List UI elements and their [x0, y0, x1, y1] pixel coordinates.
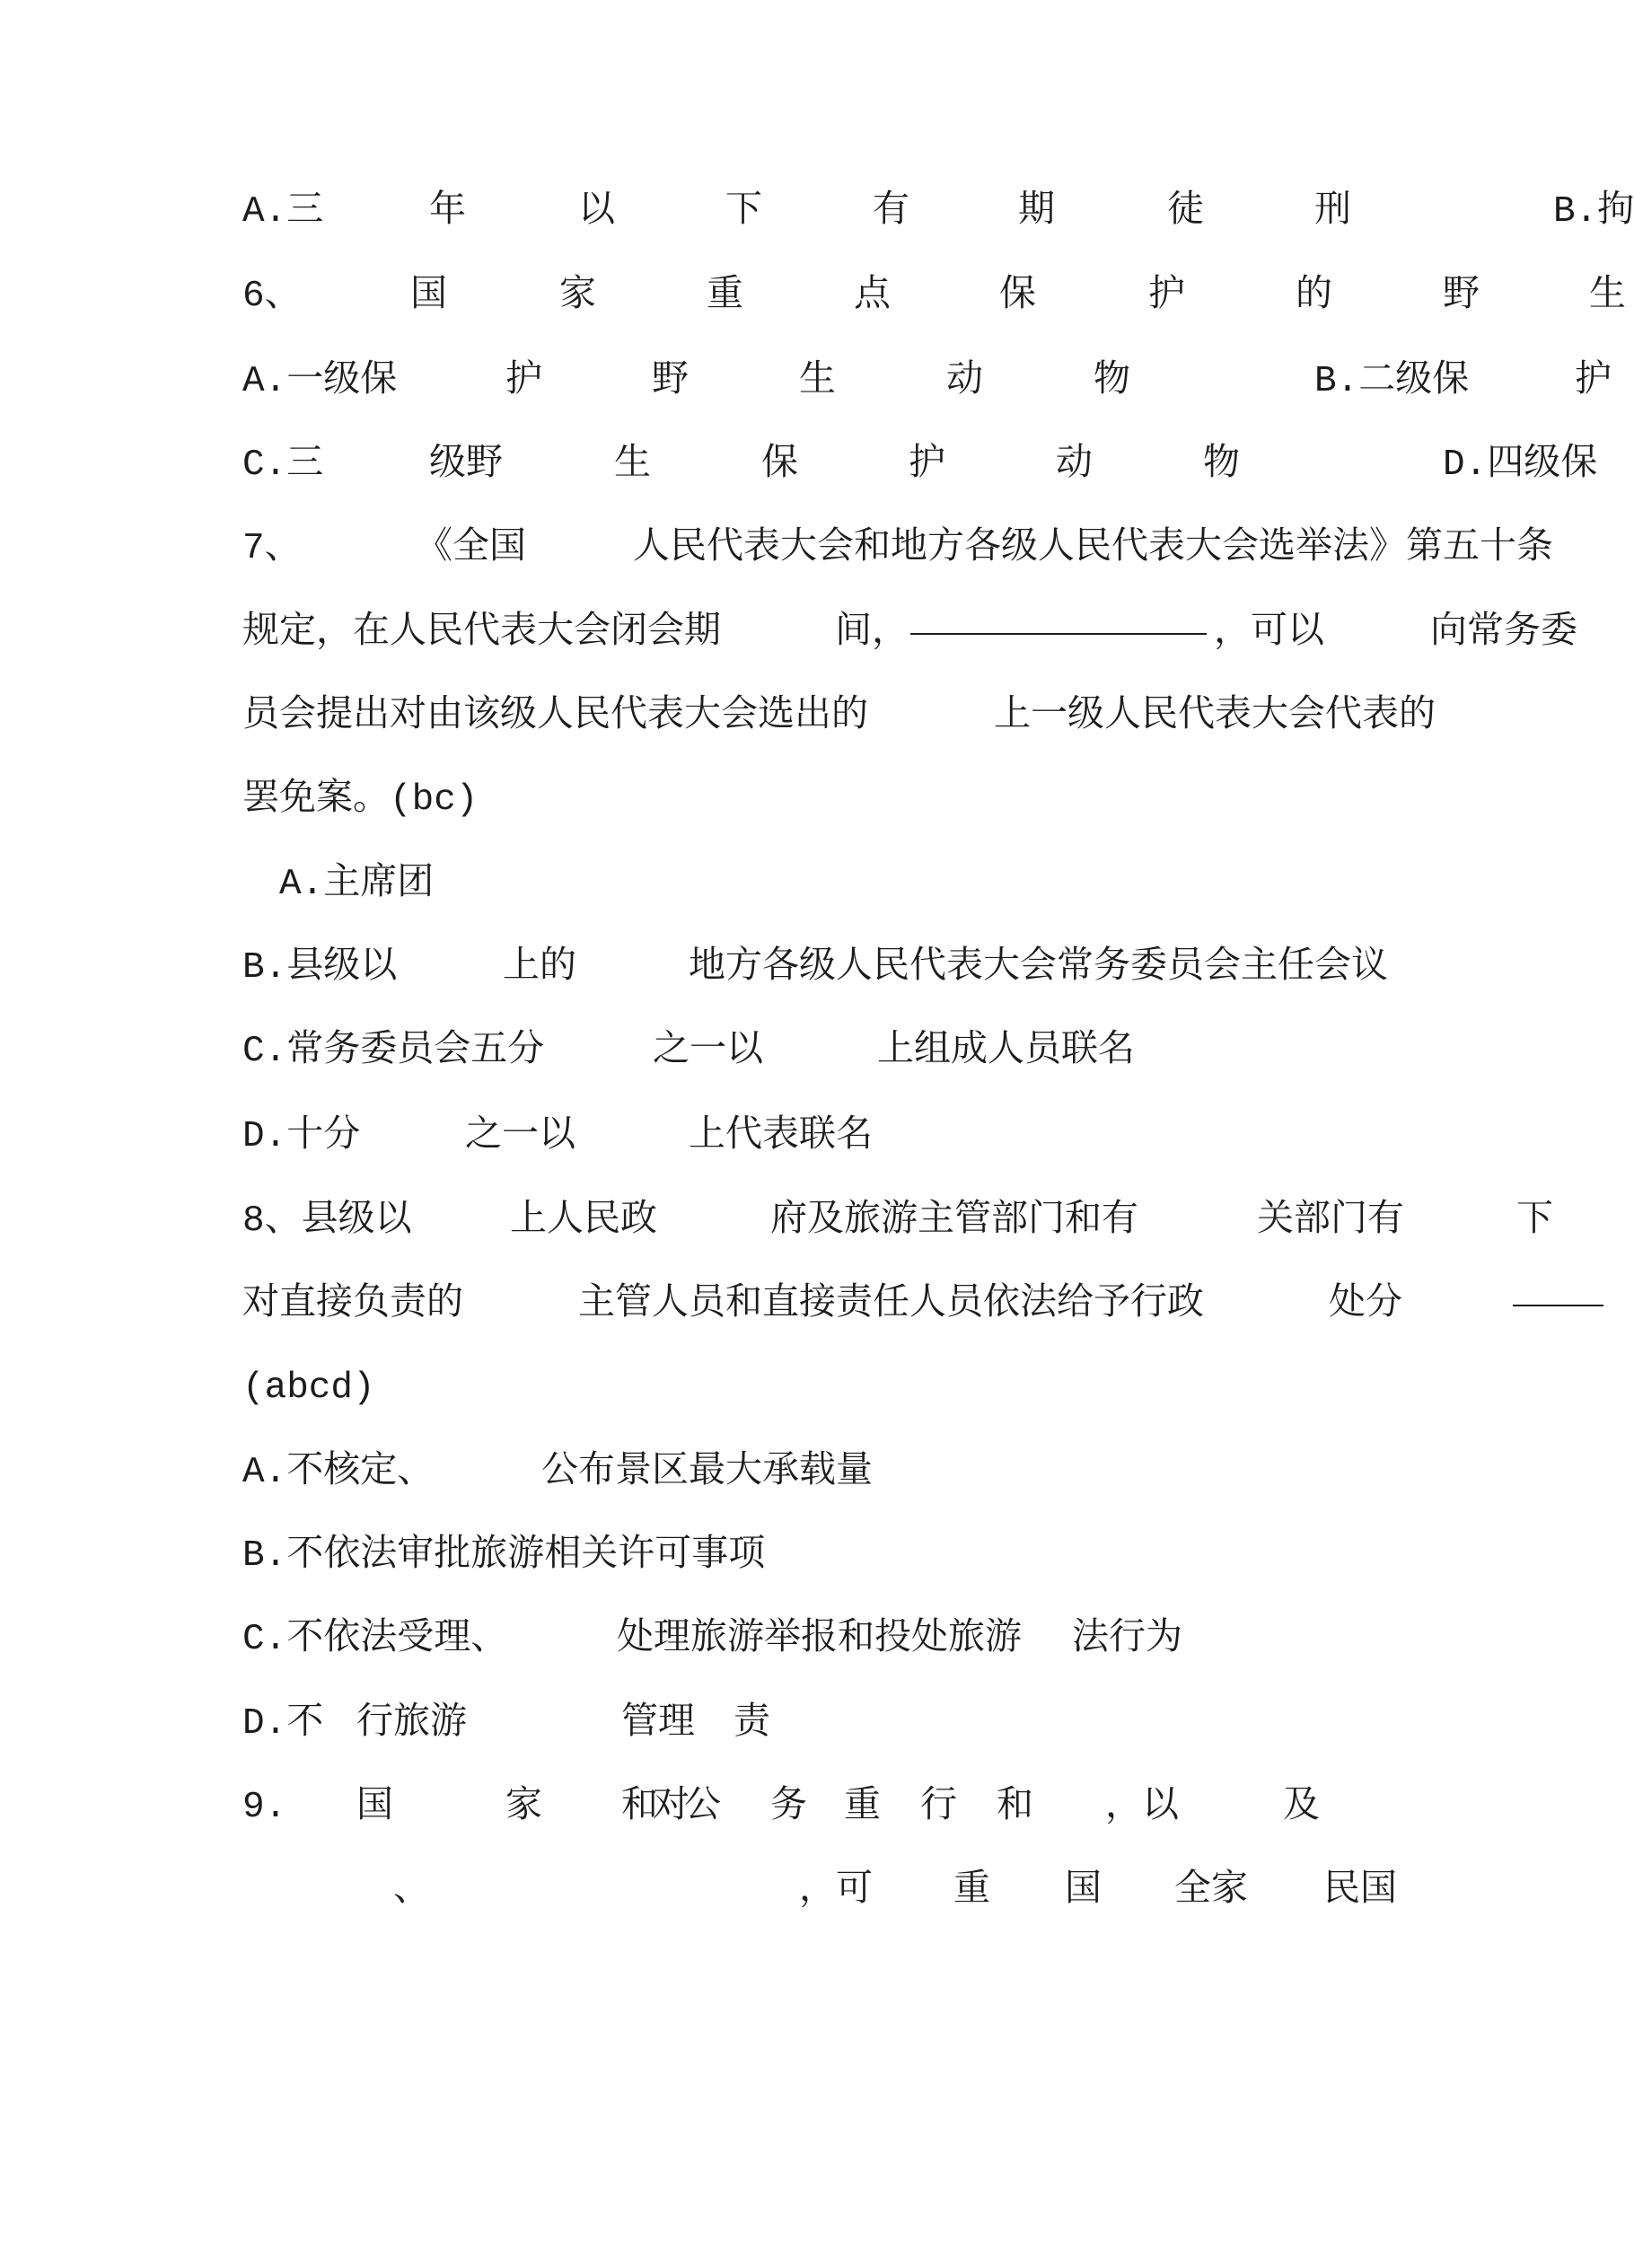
question-number: 9. [242, 1787, 287, 1828]
text-segment: 有 [873, 191, 909, 233]
text-segment: D.四级保 [1443, 444, 1598, 486]
text-segment: 处理旅游举报和投处旅游 [617, 1619, 1022, 1660]
q6-options-c-d [0, 442, 1603, 488]
text-segment: 生 [799, 361, 836, 402]
text-segment: A.不核定、 [242, 1452, 435, 1493]
text-segment: A.一级保 [242, 361, 398, 402]
text-segment: 地方各级人民代表大会常务委员会主任会议 [689, 947, 1388, 989]
text-segment: 下 [725, 191, 762, 233]
text-segment: 8、县级以 [242, 1200, 412, 1242]
text-segment: C.常务委员会五分 [242, 1031, 545, 1072]
q9-stem-line-1 [0, 1784, 1603, 1831]
question-number: 7、 [242, 528, 302, 569]
q5-options-a-b [0, 189, 1634, 235]
text-segment: C.不依法受理、 [242, 1619, 508, 1660]
text-segment: 护 [909, 444, 945, 486]
text-segment: 处分 [1329, 1284, 1402, 1325]
text-segment: 国 [1065, 1870, 1102, 1912]
text-segment: 向常务委 [1430, 612, 1577, 654]
q8-stem-line-1 [0, 1198, 1603, 1244]
text-segment: 野 [652, 361, 689, 402]
text-segment: 员会提出对由该级人民代表大会选出的 [242, 696, 868, 737]
text-segment: 行 [920, 1787, 957, 1828]
q7-option-b [0, 945, 1603, 991]
text-segment: B.不依法审批旅游相关许可事项 [242, 1535, 766, 1577]
text-segment: 年 [429, 191, 466, 233]
answer-blank-line [910, 633, 1207, 635]
q8-option-d [0, 1701, 1603, 1747]
text-segment: 主管人员和直接责任人员依法给予行政 [578, 1284, 1204, 1325]
q6-options-a-b [0, 358, 1612, 405]
text-segment: 及 [1283, 1787, 1320, 1828]
text-segment: 生 [614, 444, 651, 486]
text-segment: 生 [1589, 276, 1626, 317]
q9-stem-line-2 [0, 1868, 1603, 1914]
q7-option-c [0, 1028, 1603, 1075]
text-segment: 务 [770, 1787, 807, 1828]
text-segment: 上组成人员联名 [877, 1031, 1135, 1072]
text-segment: 家 [559, 276, 596, 317]
answer-key: (abcd) [242, 1367, 375, 1409]
text-segment: 期 [1018, 191, 1055, 233]
text-segment: 重 [953, 1870, 990, 1912]
text-segment: B.拘 [1553, 191, 1634, 233]
text-segment: 全家 [1174, 1870, 1248, 1912]
text-segment: ，可以 [1214, 612, 1324, 654]
text-segment: 家 [505, 1787, 542, 1828]
q7-stem-line-3 [0, 693, 1603, 740]
text-segment: 规定，在人民代表大会闭会期 [242, 612, 721, 654]
q7-option-a [0, 861, 1603, 908]
text-segment: 保 [999, 276, 1036, 317]
text-segment: 野 [1443, 276, 1480, 317]
text-segment: ，以 [1105, 1787, 1179, 1828]
text-segment: A.主席团 [279, 864, 435, 905]
text-segment: 以 [578, 191, 615, 233]
text-segment: 动 [1056, 444, 1093, 486]
text-segment: 府及旅游主管部门和有 [770, 1200, 1138, 1242]
text-segment: 保 [761, 444, 798, 486]
q7-stem-line-2 [0, 610, 1603, 656]
text-segment: 间， [835, 612, 909, 654]
text-segment: 国 [356, 1787, 393, 1828]
text-segment: 上代表联名 [689, 1116, 873, 1157]
question-number: 6、 [242, 276, 302, 317]
text-segment: 物 [1094, 361, 1130, 402]
text-segment: 重 [844, 1787, 881, 1828]
text-segment: 护 [1575, 361, 1612, 402]
text-segment: 和对公 [621, 1787, 716, 1828]
text-segment: 法行为 [1072, 1619, 1182, 1660]
text-segment: 的 [1296, 276, 1332, 317]
q6-stem [0, 273, 1626, 320]
text-segment: 罢免案。(bc) [242, 779, 479, 821]
text-segment: 物 [1203, 444, 1240, 486]
text-segment: 护 [1148, 276, 1185, 317]
text-segment: A.三 [242, 191, 324, 233]
text-segment: 刑 [1314, 191, 1351, 233]
text-segment: 上人民政 [510, 1200, 657, 1242]
text-segment: 下 [1516, 1200, 1553, 1242]
text-segment: B.县级以 [242, 947, 398, 989]
text-segment: D.不 [242, 1703, 324, 1745]
text-segment: B.二级保 [1314, 361, 1470, 402]
text-segment: 徒 [1167, 191, 1204, 233]
text-segment: 和 [997, 1787, 1033, 1828]
text-segment: 护 [505, 361, 542, 402]
text-segment: 国 [410, 276, 447, 317]
q8-stem-line-2 [0, 1281, 1603, 1328]
text-segment: C.三 [242, 444, 324, 486]
text-segment: 对直接负责的 [242, 1284, 463, 1325]
text-segment: 人民代表大会和地方各级人民代表大会选举法》第五十条 [633, 528, 1553, 569]
text-segment: 动 [946, 361, 983, 402]
text-segment: 民国 [1323, 1870, 1397, 1912]
text-segment: 责 [734, 1703, 770, 1745]
text-segment: 之一以 [653, 1031, 763, 1072]
text-segment: 关部门有 [1257, 1200, 1404, 1242]
q8-stem-line-3 [0, 1365, 1603, 1411]
answer-blank-line [1513, 1305, 1603, 1306]
text-segment: D.十分 [242, 1116, 361, 1157]
text-segment: 点 [854, 276, 891, 317]
q8-option-a [0, 1449, 1603, 1496]
q8-option-c [0, 1616, 1603, 1663]
text-segment: 之一以 [465, 1116, 575, 1157]
text-segment: ，可 [799, 1870, 873, 1912]
text-segment: 行旅游 [356, 1703, 467, 1745]
text-segment: 管理 [621, 1703, 695, 1745]
text-segment: 《全国 [416, 528, 526, 569]
text-segment: 级野 [429, 444, 503, 486]
text-segment: 、 [393, 1870, 430, 1912]
text-segment: 上一级人民代表大会代表的 [994, 696, 1436, 737]
q7-stem-line-4 [0, 777, 1603, 823]
q8-option-b [0, 1533, 1603, 1579]
text-segment: 重 [707, 276, 743, 317]
text-segment: 公布景区最大承载量 [541, 1452, 873, 1493]
q7-option-d [0, 1113, 1603, 1160]
q7-stem-line-1 [0, 525, 1603, 572]
text-segment: 上的 [503, 947, 576, 989]
